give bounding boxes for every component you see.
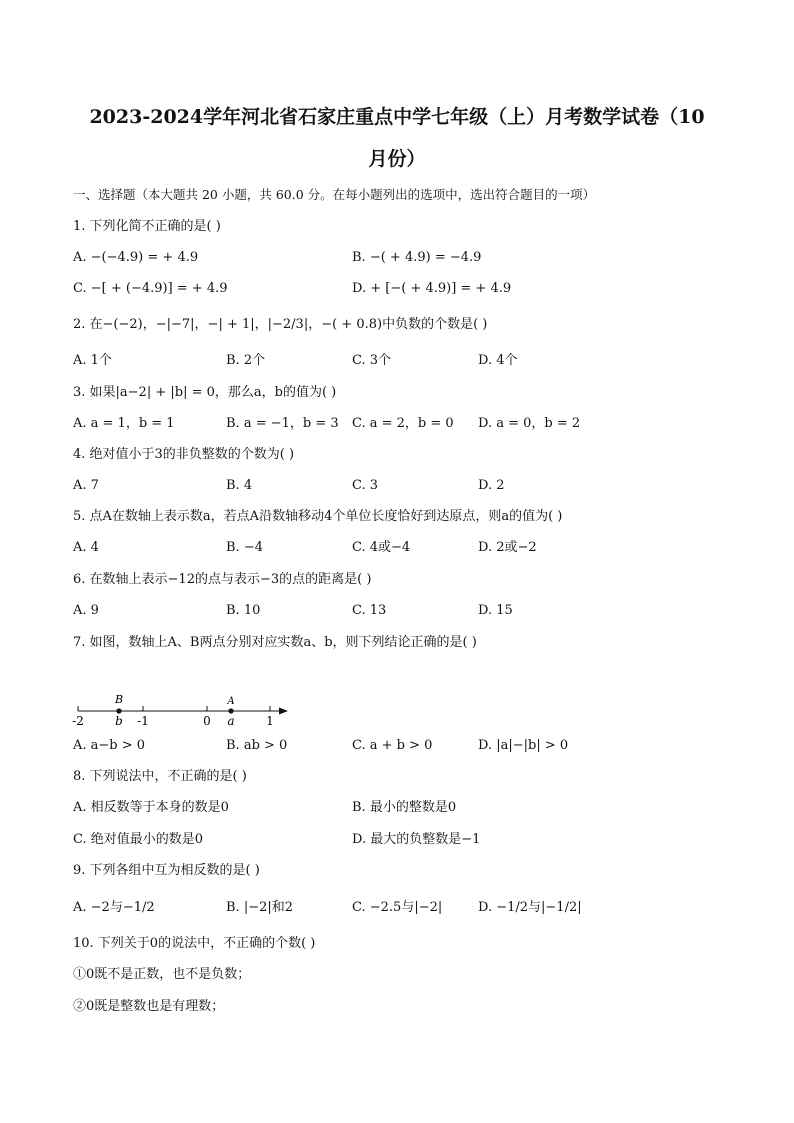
- question-7-option-c[interactable]: C. a + b > 0: [352, 738, 433, 753]
- question-5-option-a[interactable]: A. 4: [73, 540, 99, 555]
- question-3-option-a[interactable]: A. a = 1，b = 1: [73, 416, 175, 431]
- question-5-option-d[interactable]: D. 2或−2: [478, 540, 537, 555]
- question-2-option-c[interactable]: C. 3个: [352, 353, 392, 368]
- question-10-stem: 10. 下列关于0的说法中，不正确的个数( ): [73, 936, 316, 951]
- question-8-option-b[interactable]: B. 最小的整数是0: [352, 800, 457, 815]
- question-6-option-c[interactable]: C. 13: [352, 603, 387, 618]
- question-8-option-d[interactable]: D. 最大的负整数是−1: [352, 832, 481, 847]
- question-9-option-a[interactable]: A. −2与−1/2: [73, 900, 155, 915]
- question-2-option-a[interactable]: A. 1个: [73, 353, 112, 368]
- question-6-stem: 6. 在数轴上表示−12的点与表示−3的点的距离是( ): [73, 572, 372, 587]
- question-9-option-b[interactable]: B. |−2|和2: [226, 900, 294, 915]
- question-7-stem: 7. 如图，数轴上A、B两点分别对应实数a、b，则下列结论正确的是( ): [73, 635, 477, 650]
- question-1-option-b[interactable]: B. −( + 4.9) = −4.9: [352, 250, 482, 265]
- point-b-dot: [116, 708, 121, 713]
- question-1-option-d[interactable]: D. + [−( + 4.9)] = + 4.9: [352, 281, 512, 296]
- question-3-option-b[interactable]: B. a = −1，b = 3: [226, 416, 339, 431]
- question-6-option-a[interactable]: A. 9: [73, 603, 99, 618]
- question-5-stem: 5. 点A在数轴上表示数a，若点A沿数轴移动4个单位长度恰好到达原点，则a的值为( ): [73, 509, 563, 524]
- question-2-option-b[interactable]: B. 2个: [226, 353, 266, 368]
- question-1-option-c[interactable]: C. −[ + (−4.9)] = + 4.9: [73, 281, 228, 296]
- number-line-arrow: [279, 708, 288, 715]
- question-10-statement-1: ①0既不是正数，也不是负数；: [73, 967, 251, 982]
- tick-label-1: 1: [266, 714, 274, 728]
- question-6-option-b[interactable]: B. 10: [226, 603, 261, 618]
- question-4-option-b[interactable]: B. 4: [226, 478, 253, 493]
- question-8-stem: 8. 下列说法中，不正确的是( ): [73, 769, 247, 784]
- question-2-stem: 2. 在−(−2)，−|−7|，−| + 1|，|−2/3|，−( + 0.8)中负数的个数是( ): [73, 317, 488, 332]
- section-heading: 一、选择题（本大题共 20 小题，共 60.0 分。在每小题列出的选项中，选出符合题目的一项）: [73, 187, 596, 202]
- exam-title-line2: 月份）: [368, 148, 426, 170]
- question-6-option-d[interactable]: D. 15: [478, 603, 513, 618]
- question-3-option-c[interactable]: C. a = 2，b = 0: [352, 416, 454, 431]
- question-4-stem: 4. 绝对值小于3的非负整数的个数为( ): [73, 447, 295, 462]
- tick-label-neg2: -2: [72, 714, 84, 728]
- number-line-figure: [66, 690, 296, 732]
- question-5-option-c[interactable]: C. 4或−4: [352, 540, 411, 555]
- question-9-option-d[interactable]: D. −1/2与|−1/2|: [478, 900, 582, 915]
- question-1-stem: 1. 下列化简不正确的是( ): [73, 219, 221, 234]
- question-7-option-d[interactable]: D. |a|−|b| > 0: [478, 738, 569, 753]
- point-a-label: A: [227, 696, 235, 707]
- question-1-option-a[interactable]: A. −(−4.9) = + 4.9: [73, 250, 199, 265]
- question-8-option-c[interactable]: C. 绝对值最小的数是0: [73, 832, 204, 847]
- question-9-option-c[interactable]: C. −2.5与|−2|: [352, 900, 443, 915]
- question-8-option-a[interactable]: A. 相反数等于本身的数是0: [73, 800, 229, 815]
- point-b-value: b: [115, 714, 123, 728]
- question-7-option-b[interactable]: B. ab > 0: [226, 738, 288, 753]
- question-7-option-a[interactable]: A. a−b > 0: [73, 738, 146, 753]
- question-4-option-c[interactable]: C. 3: [352, 478, 379, 493]
- question-4-option-a[interactable]: A. 7: [73, 478, 99, 493]
- question-2-option-d[interactable]: D. 4个: [478, 353, 518, 368]
- tick-label-0: 0: [203, 714, 211, 728]
- question-10-statement-2: ②0既是整数也是有理数；: [73, 999, 225, 1014]
- question-3-stem: 3. 如果|a−2| + |b| = 0，那么a，b的值为( ): [73, 385, 337, 400]
- question-5-option-b[interactable]: B. −4: [226, 540, 263, 555]
- question-9-stem: 9. 下列各组中互为相反数的是( ): [73, 863, 260, 878]
- point-a-value: a: [227, 714, 235, 728]
- tick-label-neg1: -1: [137, 714, 149, 728]
- point-b-label: B: [114, 693, 124, 706]
- exam-title-line1: 2023-2024学年河北省石家庄重点中学七年级（上）月考数学试卷（10: [89, 106, 705, 128]
- point-a-dot: [228, 708, 233, 713]
- question-4-option-d[interactable]: D. 2: [478, 478, 505, 493]
- question-3-option-d[interactable]: D. a = 0，b = 2: [478, 416, 581, 431]
